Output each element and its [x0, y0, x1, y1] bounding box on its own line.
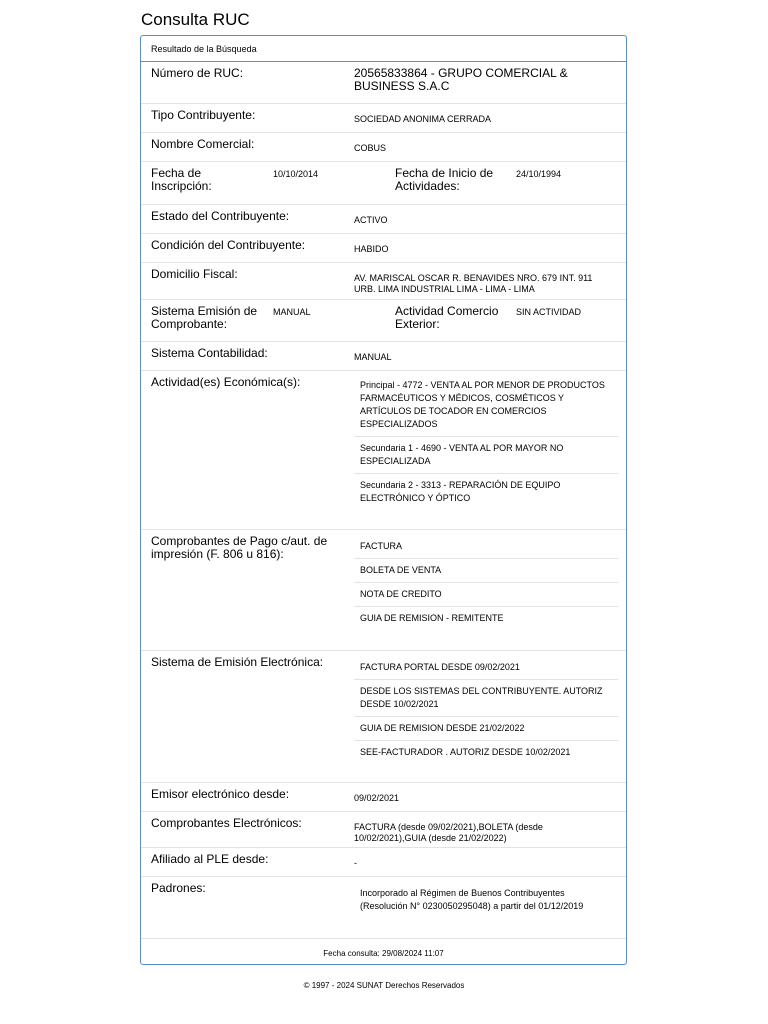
nombre-comercial-label: Nombre Comercial: [151, 137, 255, 151]
results-panel [140, 35, 627, 965]
sistema-emision-value: MANUAL [273, 307, 311, 317]
actividad-comercio-label: Actividad Comercio Exterior: [395, 304, 499, 331]
sistema-electronico-item: SEE-FACTURADOR . AUTORIZ DESDE 10/02/2021 [360, 747, 571, 757]
fecha-inscripcion-label: Fecha de Inscripción: [151, 166, 212, 193]
row-comprobantes-pago [141, 530, 626, 651]
sistema-electronico-list [354, 656, 618, 764]
ple-label: Afiliado al PLE desde: [151, 852, 269, 866]
row-comprobantes-electronicos [141, 812, 626, 848]
actividad-item: Principal - 4772 - VENTA AL POR MENOR DE PRODUCTOS FARMACÉUTICOS Y MÉDICOS, COSMÉTICOS Y ARTÍCULOS DE TOCADOR EN COMERCIOS ESPECIALIZADOS [354, 374, 618, 437]
comprobantes-pago-list [354, 535, 618, 630]
domicilio-label: Domicilio Fiscal: [151, 267, 238, 281]
row-padrones [141, 877, 626, 939]
comprobantes-electronicos-label: Comprobantes Electrónicos: [151, 816, 302, 830]
comprobante-item: BOLETA DE VENTA [354, 559, 618, 583]
sistema-emision-label: Sistema Emisión de Comprobante: [151, 304, 258, 331]
nombre-comercial-value: COBUS [354, 143, 387, 153]
page-title: Consulta RUC [141, 10, 250, 29]
emisor-desde-value: 09/02/2021 [354, 793, 400, 803]
contabilidad-label: Sistema Contabilidad: [151, 346, 268, 360]
fecha-inicio-value: 24/10/1994 [516, 169, 562, 179]
row-emisor-desde [141, 783, 626, 812]
row-ple [141, 848, 626, 877]
tipo-value: SOCIEDAD ANONIMA CERRADA [354, 114, 492, 124]
tipo-label: Tipo Contribuyente: [151, 108, 256, 122]
row-nombre-comercial [141, 133, 626, 162]
row-domicilio [141, 263, 626, 300]
row-contabilidad [141, 342, 626, 371]
ple-value: - [354, 858, 357, 868]
comprobante-item: NOTA DE CREDITO [354, 583, 618, 607]
estado-value: ACTIVO [354, 215, 388, 225]
condicion-label: Condición del Contribuyente: [151, 238, 306, 252]
row-condicion [141, 234, 626, 263]
row-estado [141, 205, 626, 234]
comprobantes-electronicos-value: FACTURA (desde 09/02/2021),BOLETA (desde 10/02/2021),GUIA (desde 21/02/2022) [354, 822, 543, 843]
condicion-value: HABIDO [354, 244, 389, 254]
emisor-desde-label: Emisor electrónico desde: [151, 787, 290, 801]
actividad-comercio-value: SIN ACTIVIDAD [516, 307, 582, 317]
ruc-label: Número de RUC: [151, 66, 244, 80]
fecha-inscripcion-value: 10/10/2014 [273, 169, 319, 179]
panel-header: Resultado de la Búsqueda [141, 36, 626, 62]
comprobante-item: GUIA DE REMISION - REMITENTE [360, 613, 504, 623]
copyright: © 1997 - 2024 SUNAT Derechos Reservados [303, 981, 465, 990]
domicilio-value: AV. MARISCAL OSCAR R. BENAVIDES NRO. 679 INT. 911 URB. LIMA INDUSTRIAL LIMA - LIMA - LIMA [354, 273, 593, 294]
comprobantes-pago-label: Comprobantes de Pago c/aut. de impresión (F. 806 u 816): [151, 534, 328, 561]
row-tipo [141, 104, 626, 133]
sistema-electronico-item: GUIA DE REMISION DESDE 21/02/2022 [354, 717, 618, 741]
fecha-inicio-label: Fecha de Inicio de Actividades: [395, 166, 494, 193]
actividades-label: Actividad(es) Económica(s): [151, 375, 301, 389]
sistema-electronico-label: Sistema de Emisión Electrónica: [151, 655, 324, 669]
padron-item: Incorporado al Régimen de Buenos Contribuyentes (Resolución N° 0230050295048) a partir del 01/12/2019 [360, 888, 584, 911]
sistema-electronico-item: DESDE LOS SISTEMAS DEL CONTRIBUYENTE. AUTORIZ DESDE 10/02/2021 [354, 680, 618, 717]
row-fechas [141, 162, 626, 205]
row-sistema-emision [141, 300, 626, 342]
fecha-consulta: Fecha consulta: 29/08/2024 11:07 [323, 949, 444, 958]
estado-label: Estado del Contribuyente: [151, 209, 290, 223]
actividad-item: Secundaria 1 - 4690 - VENTA AL POR MAYOR NO ESPECIALIZADA [354, 437, 618, 474]
row-ruc [141, 62, 626, 104]
actividades-list [354, 374, 618, 510]
actividad-item: Secundaria 2 - 3313 - REPARACIÓN DE EQUIPO ELECTRÓNICO Y ÓPTICO [360, 480, 561, 503]
row-sistema-electronico [141, 651, 626, 783]
row-actividades [141, 371, 626, 530]
ruc-value: 20565833864 - GRUPO COMERCIAL & BUSINESS S.A.C [354, 66, 568, 93]
padrones-list [354, 882, 618, 918]
padrones-label: Padrones: [151, 881, 206, 895]
sistema-electronico-item: FACTURA PORTAL DESDE 09/02/2021 [354, 656, 618, 680]
contabilidad-value: MANUAL [354, 352, 392, 362]
comprobante-item: FACTURA [354, 535, 618, 559]
